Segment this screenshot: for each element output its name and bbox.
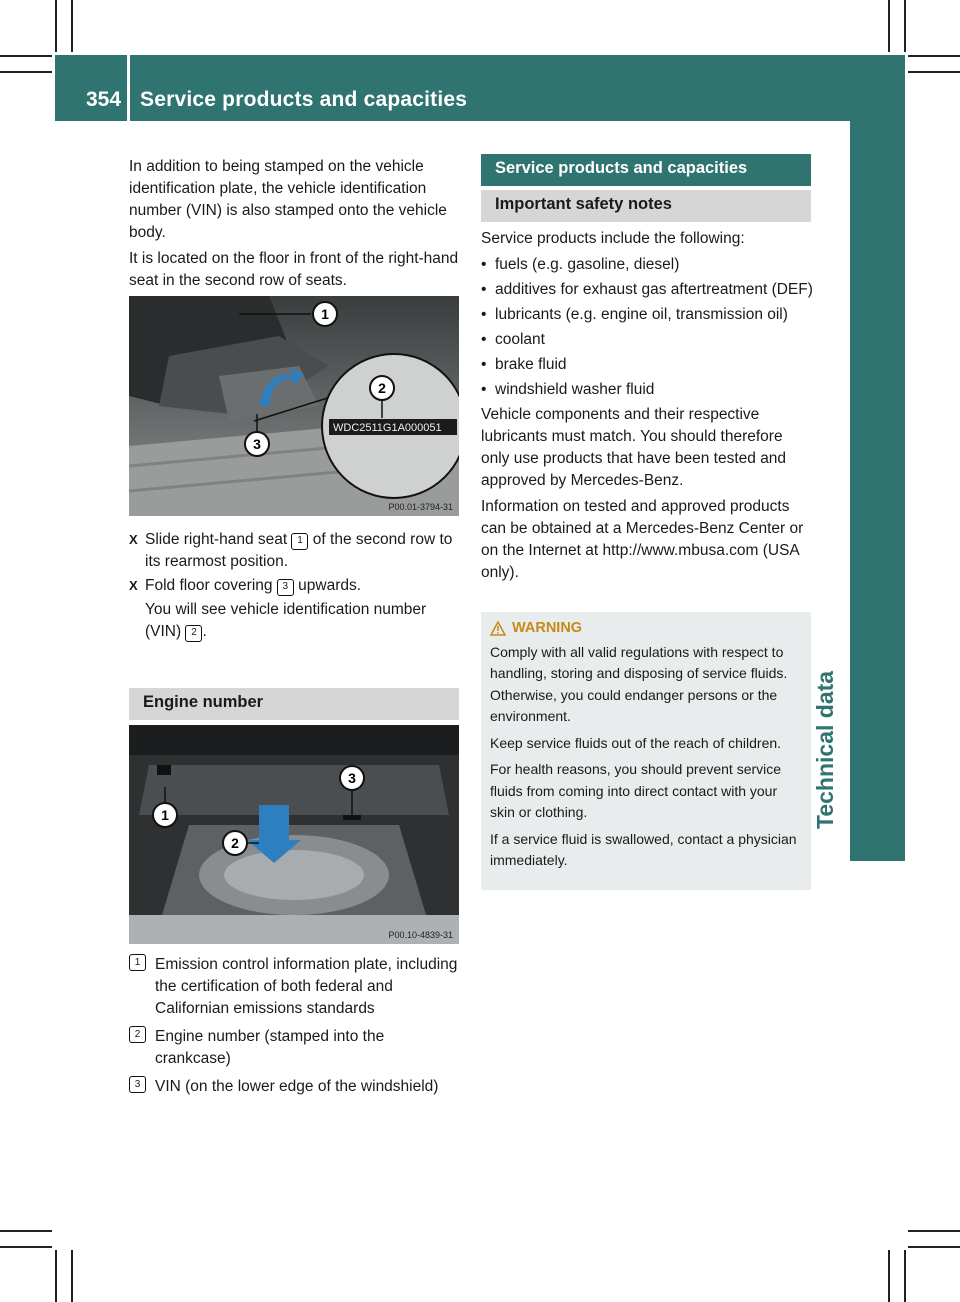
list-item-text: lubricants (e.g. engine oil, transmission oil) [495, 306, 788, 323]
list-item [481, 279, 813, 301]
bullet-icon: • [481, 306, 487, 323]
legend-number: 2 [129, 1026, 146, 1043]
warning-box [481, 612, 811, 890]
step-marker-icon: X [129, 532, 138, 547]
warning-paragraph: Comply with all valid regulations with respect to handling, storing and disposing of service fluids. Otherwise, you could endanger persons or the environment. [490, 643, 788, 724]
svg-text:1: 1 [321, 306, 329, 322]
crop-mark [55, 0, 57, 52]
body-paragraph: Information on tested and approved products can be obtained at a Mercedes-Benz Center or on the Internet at http://www.mbusa.com (USA only). [481, 498, 804, 581]
subsection-heading-safety-notes: Important safety notes [481, 190, 811, 222]
crop-mark [71, 0, 73, 52]
svg-text:2: 2 [231, 835, 239, 851]
legend-text: VIN (on the lower edge of the windshield) [155, 1078, 439, 1095]
warning-paragraph: For health reasons, you should prevent service fluids from coming into direct contact with your skin or clothing. [490, 761, 782, 820]
list-item-text: coolant [495, 331, 545, 348]
list-item [481, 304, 813, 326]
crop-mark [888, 0, 890, 52]
svg-text:3: 3 [348, 770, 356, 786]
crop-mark [71, 1250, 73, 1302]
engine-bay-photo [129, 725, 459, 944]
legend-item [129, 1076, 464, 1098]
step-result-text: You will see vehicle identification number (VIN) [145, 601, 427, 640]
body-paragraph: Vehicle components and their respective lubricants must match. You should therefore only use products that have been tested and approved by Mercedes-Benz. [481, 406, 787, 489]
section-heading-service-products: Service products and capacities [481, 154, 811, 186]
list-item [481, 379, 813, 401]
legend-number: 3 [129, 1076, 146, 1093]
bullet-icon: • [481, 331, 487, 348]
page-title: Service products and capacities [140, 88, 468, 111]
warning-paragraph: If a service fluid is swallowed, contact a physician immediately. [490, 830, 797, 868]
svg-text:1: 1 [161, 807, 169, 823]
legend-number: 1 [129, 954, 146, 971]
reference-number: 1 [291, 533, 308, 550]
instruction-step [129, 575, 459, 597]
crop-mark [0, 1246, 52, 1248]
instruction-step [129, 529, 459, 573]
list-item-text: additives for exhaust gas aftertreatment (DEF) [495, 281, 813, 298]
left-column [129, 156, 459, 296]
list-item-text: windshield washer fluid [495, 381, 655, 398]
vin-location-photo [129, 296, 459, 516]
intro-paragraph: It is located on the floor in front of the right-hand seat in the second row of seats. [129, 250, 459, 289]
intro-paragraph: In addition to being stamped on the vehicle identification plate, the vehicle identification number (VIN) is also stamped onto the vehicle body. [129, 158, 447, 241]
list-item [481, 329, 813, 351]
legend-item [129, 954, 464, 1020]
header-divider [127, 55, 130, 121]
photo-code: P00.01-3794-31 [388, 502, 453, 512]
lead-text: Service products include the following: [481, 230, 745, 247]
side-tab [850, 121, 905, 861]
crop-mark [0, 71, 52, 73]
bullet-icon: • [481, 256, 487, 273]
legend-text: Emission control information plate, including the certification of both federal and Californian emissions standards [155, 956, 458, 1017]
engine-photo-illustration [129, 725, 459, 944]
step-text: of the second row to its rearmost position. [145, 531, 453, 570]
step-text: Slide right-hand seat [145, 531, 288, 548]
vin-photo-illustration [129, 296, 459, 516]
bullet-icon: • [481, 381, 487, 398]
section-heading-engine-number: Engine number [129, 688, 459, 720]
crop-mark [908, 55, 960, 57]
crop-mark [908, 71, 960, 73]
warning-title: WARNING [512, 620, 583, 636]
crop-mark [904, 1250, 906, 1302]
step-text: upwards. [298, 577, 362, 594]
page-number: 354 [86, 88, 122, 111]
photo-legend [129, 954, 464, 1104]
legend-item [129, 1026, 464, 1070]
warning-paragraph: Keep service fluids out of the reach of children. [490, 734, 782, 751]
crop-mark [908, 1246, 960, 1248]
crop-mark [908, 1230, 960, 1232]
warning-triangle-icon [490, 621, 506, 636]
crop-mark [55, 1250, 57, 1302]
photo-code: P00.10-4839-31 [388, 930, 453, 940]
step-result [129, 599, 459, 643]
reference-number: 3 [277, 579, 294, 596]
list-item-text: fuels (e.g. gasoline, diesel) [495, 256, 680, 273]
warning-header [490, 618, 803, 640]
bullet-icon: • [481, 281, 487, 298]
crop-mark [904, 0, 906, 52]
instruction-steps [129, 529, 459, 643]
side-tab-label: Technical data [812, 670, 838, 829]
list-item [481, 354, 813, 376]
legend-text: Engine number (stamped into the crankcase) [155, 1028, 385, 1067]
step-result-text: . [202, 623, 207, 640]
step-text: Fold floor covering [145, 577, 273, 594]
svg-text:2: 2 [378, 380, 386, 396]
crop-mark [0, 1230, 52, 1232]
crop-mark [888, 1250, 890, 1302]
list-item-text: brake fluid [495, 356, 567, 373]
crop-mark [0, 55, 52, 57]
right-column [481, 228, 813, 588]
reference-number: 2 [185, 625, 202, 642]
list-item [481, 254, 813, 276]
svg-text:3: 3 [253, 436, 261, 452]
vin-plate-text: WDC2511G1A000051 [333, 422, 442, 434]
bullet-icon: • [481, 356, 487, 373]
step-marker-icon: X [129, 578, 138, 593]
